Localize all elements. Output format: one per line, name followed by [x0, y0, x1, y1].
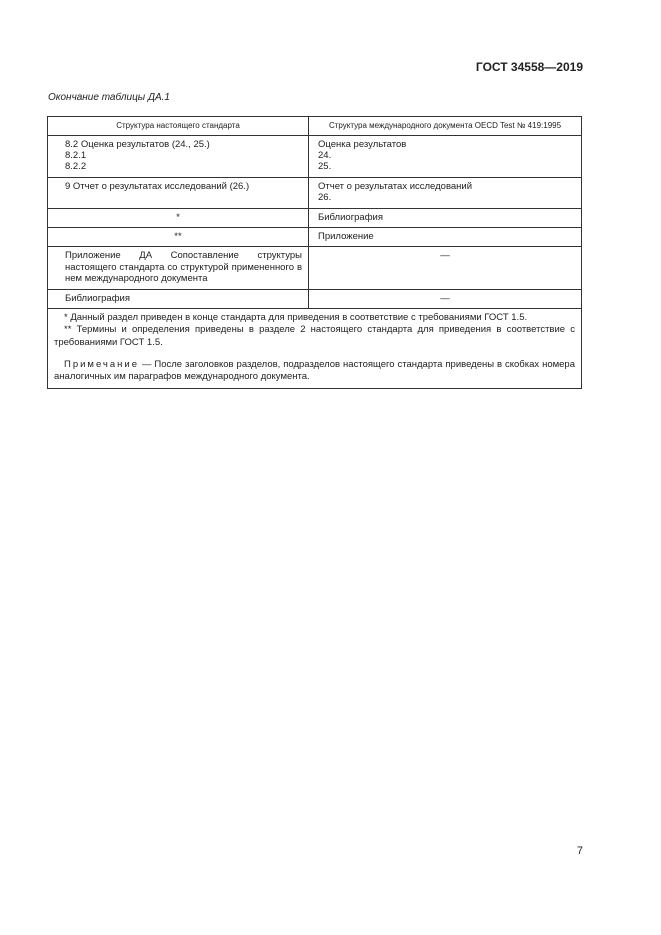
footnotes-row: [48, 308, 582, 388]
table-row: [48, 177, 582, 208]
row-right: [309, 227, 582, 246]
row-left: **: [48, 227, 309, 246]
cell-line: Отчет о результатах исследований: [318, 180, 473, 192]
document-code: ГОСТ 34558—2019: [475, 60, 583, 74]
note-text: — После заголовков разделов, подразделов настоящего стандарта приведены в скобках номера аналогичных им параграфов международного документа.: [54, 358, 575, 383]
row-left: [48, 247, 309, 289]
header-left: Структура настоящего стандарта: [48, 117, 309, 136]
cell-line: Оценка результатов: [318, 138, 407, 150]
row-right: —: [309, 247, 582, 289]
comparison-table: [47, 116, 582, 389]
row-right: [309, 208, 582, 227]
cell-line: Библиография: [65, 292, 130, 304]
table-row: [48, 247, 582, 289]
table-header-row: [48, 117, 582, 136]
cell-line: 25.: [318, 161, 332, 173]
cell-line: 8.2.2: [65, 161, 87, 173]
table-row: [48, 227, 582, 246]
note-label: Примечание: [64, 358, 139, 370]
table-row: [48, 289, 582, 308]
row-right: [309, 135, 582, 177]
row-right: —: [309, 289, 582, 308]
row-left: [48, 177, 309, 208]
footnote-2: ** Термины и определения приведены в разделе 2 настоящего стандарта для приведения в соответствие с требованиями ГОСТ 1.5.: [54, 324, 575, 348]
cell-line: 9 Отчет о результатах исследований (26.): [65, 180, 250, 192]
cell-line: 8.2 Оценка результатов (24., 25.): [65, 138, 210, 150]
cell-line: 24.: [318, 149, 332, 161]
header-right: Структура международного документа OECD Test № 419:1995: [309, 117, 582, 136]
cell-line: 8.2.1: [65, 149, 87, 161]
table-row: [48, 208, 582, 227]
page-number: 7: [576, 845, 583, 857]
table-caption: Окончание таблицы ДА.1: [48, 92, 170, 103]
cell-line: Приложение: [318, 230, 374, 242]
row-left: *: [48, 208, 309, 227]
cell-line: 26.: [318, 192, 332, 204]
table-row: [48, 135, 582, 177]
row-left: [48, 289, 309, 308]
row-right: [309, 177, 582, 208]
footnote-1: * Данный раздел приведен в конце стандарта для приведения в соответствие с требованиями ГОСТ 1.5.: [64, 311, 528, 323]
row-left: [48, 135, 309, 177]
table-note: [54, 359, 575, 384]
cell-line: Библиография: [318, 211, 383, 223]
footnotes-cell: [48, 308, 582, 388]
cell-line: Приложение ДА Сопоставление структуры настоящего стандарта со структурой примененного в нем международного документа: [65, 250, 302, 285]
